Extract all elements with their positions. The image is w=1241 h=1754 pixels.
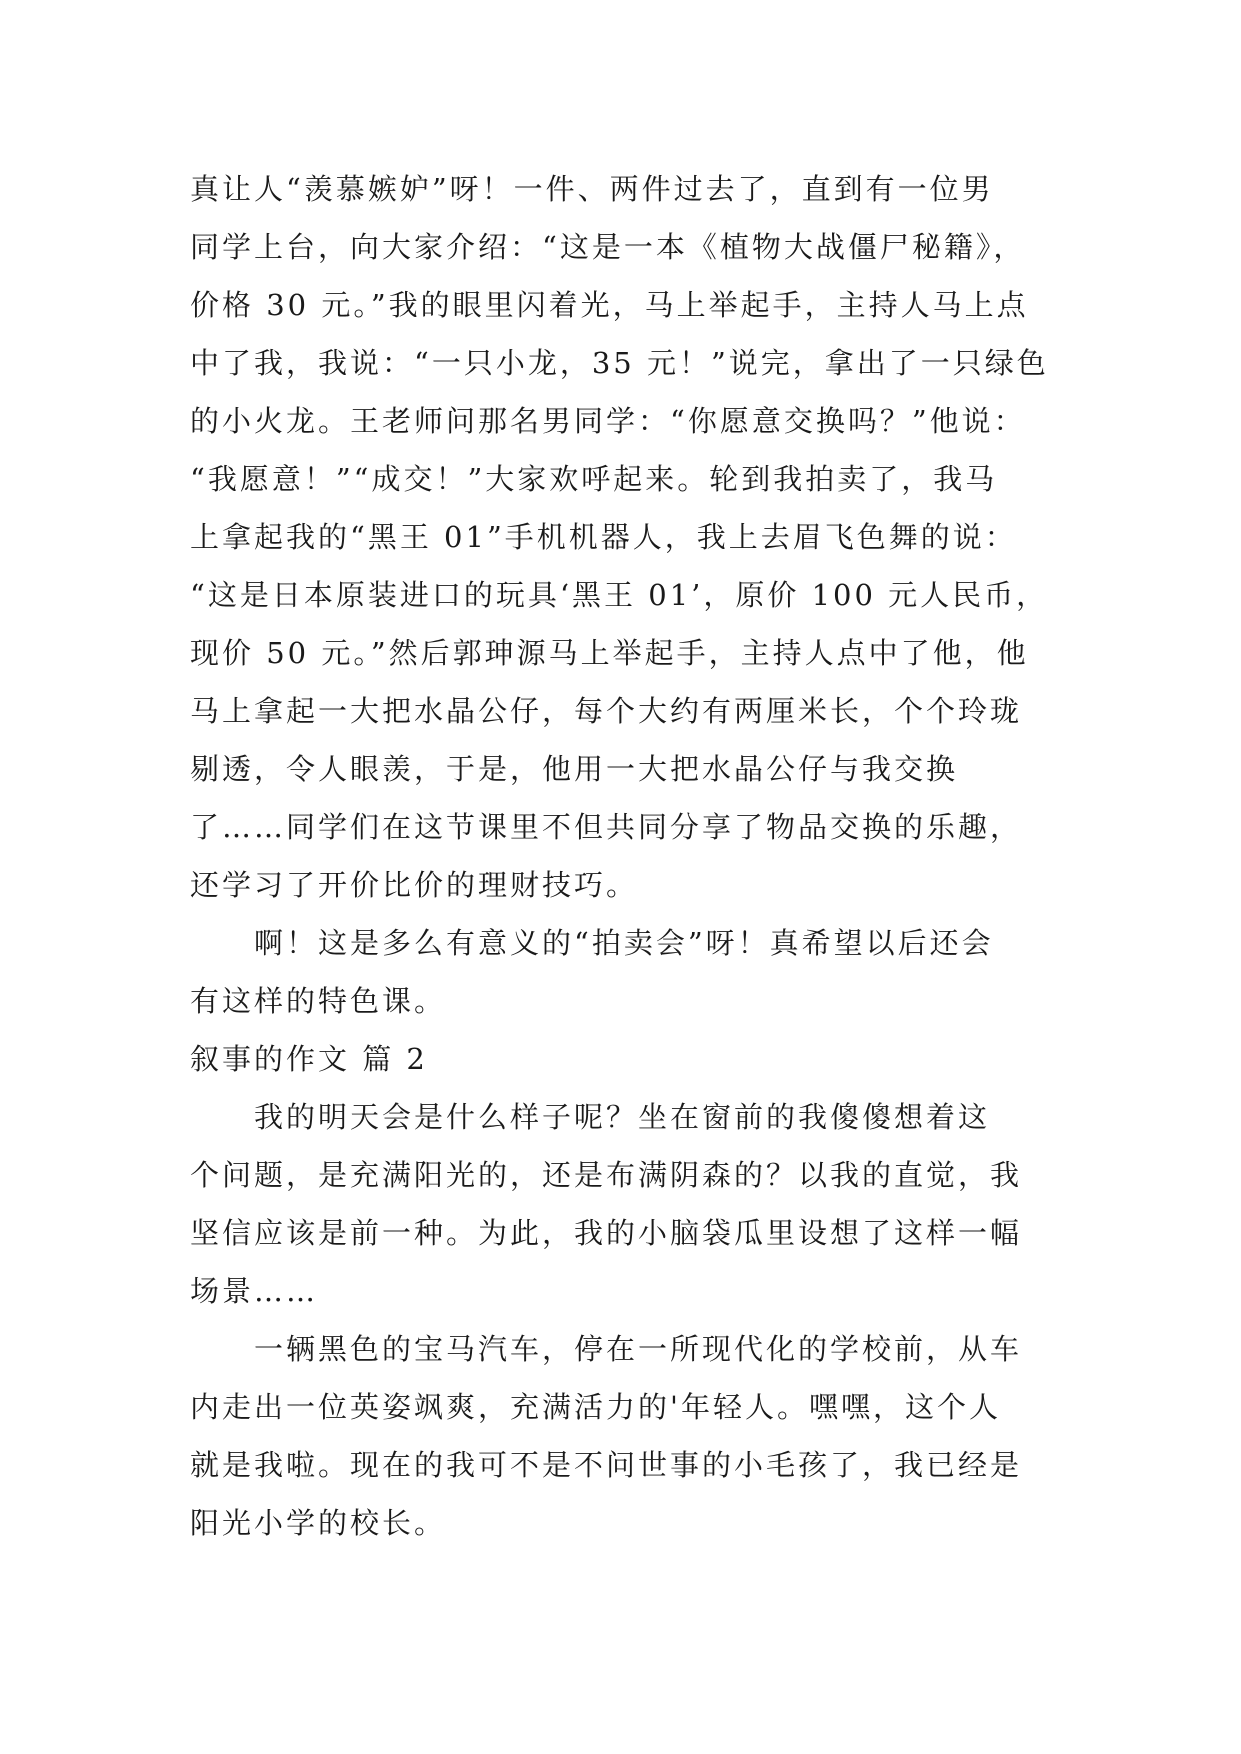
section-heading: 叙事的作文 篇 2 [190,1042,428,1076]
text-line: 剔透，令人眼羡，于是，他用一大把水晶公仔与我交换 [190,752,959,786]
text-line: 个问题，是充满阳光的，还是布满阴森的？以我的直觉，我 [190,1158,1023,1192]
text-line: 内走出一位英姿飒爽，充满活力的'年轻人。嘿嘿，这个人 [190,1390,1001,1424]
text-line: 的小火龙。王老师问那名男同学：“你愿意交换吗？”他说： [190,404,1026,438]
text-line: 坚信应该是前一种。为此，我的小脑袋瓜里设想了这样一幅 [190,1216,1023,1250]
text-line: 阳光小学的校长。 [190,1506,447,1540]
text-line: 中了我，我说：“一只小龙，35 元！”说完，拿出了一只绿色 [190,346,1049,380]
text-line: “我愿意！”“成交！”大家欢呼起来。轮到我拍卖了，我马 [190,462,998,496]
text-line: 价格 30 元。”我的眼里闪着光，马上举起手，主持人马上点 [190,288,1029,322]
text-line: 马上拿起一大把水晶公仔，每个大约有两厘米长，个个玲珑 [190,694,1023,728]
text-line: 上拿起我的“黑王 01”手机机器人，我上去眉飞色舞的说： [190,520,1017,554]
paragraph-start-line: 我的明天会是什么样子呢？坐在窗前的我傻傻想着这 [254,1100,991,1134]
text-line: 还学习了开价比价的理财技巧。 [190,868,639,902]
text-line: 就是我啦。现在的我可不是不问世事的小毛孩了，我已经是 [190,1448,1023,1482]
text-line: 真让人“羡慕嫉妒”呀！一件、两件过去了，直到有一位男 [190,172,994,206]
paragraph-start-line: 一辆黑色的宝马汽车，停在一所现代化的学校前，从车 [254,1332,1023,1366]
paragraph-start-line: 啊！这是多么有意义的“拍卖会”呀！真希望以后还会 [254,926,994,960]
text-line: 有这样的特色课。 [190,984,447,1018]
text-line: 了……同学们在这节课里不但共同分享了物品交换的乐趣， [190,810,1023,844]
text-line: 同学上台，向大家介绍：“这是一本《植物大战僵尸秘籍》， [190,230,1026,264]
text-line: “这是日本原装进口的玩具‘黑王 01’，原价 100 元人民币， [190,578,1049,612]
text-line: 现价 50 元。”然后郭珅源马上举起手，主持人点中了他，他 [190,636,1029,670]
text-line: 场景…… [190,1274,319,1308]
